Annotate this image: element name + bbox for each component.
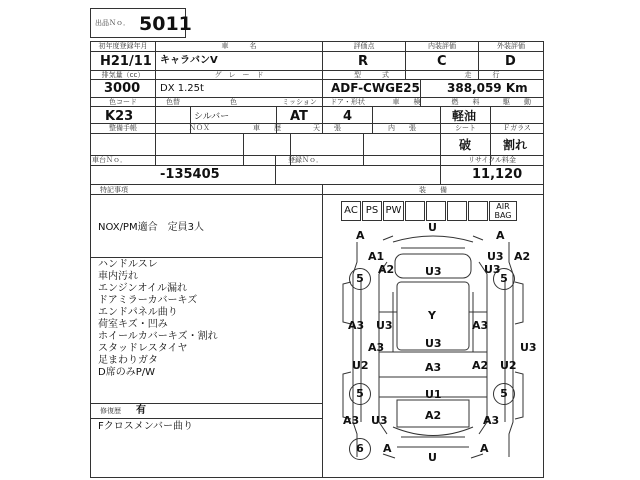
remark-item: 車内汚れ — [98, 271, 138, 282]
remark-item: D席のみP/W — [98, 367, 155, 378]
chassis-label: 車台Ｎｏ． — [92, 156, 127, 164]
equipment-label: 装 備 — [419, 186, 447, 194]
damage-mark: U3 — [425, 337, 442, 350]
damage-mark: A — [480, 442, 489, 455]
color-code-label: 色コード — [109, 98, 137, 106]
damage-mark: U3 — [520, 341, 537, 354]
grid-line — [155, 106, 156, 133]
damage-mark: A3 — [425, 361, 442, 374]
lining-label: 内 張 — [388, 124, 416, 132]
mileage-value: 388,059 Km — [447, 81, 528, 95]
exterior-label: 外装評価 — [497, 42, 525, 50]
damage-mark: A2 — [514, 250, 531, 263]
wheel-front-left: 5 — [349, 268, 371, 290]
chassis-value: -135405 — [160, 167, 220, 182]
name-label: 車 名 — [221, 42, 257, 50]
repair-note: Fクロスメンバー曲り — [98, 421, 194, 432]
wheel-rear-right: 5 — [493, 383, 515, 405]
cc-value: 3000 — [104, 81, 141, 96]
damage-mark: U3 — [487, 250, 504, 263]
damage-mark: U2 — [352, 359, 369, 372]
damage-mark: A1 — [368, 250, 385, 263]
grid-line — [363, 133, 364, 165]
damage-mark: A3 — [368, 341, 385, 354]
wheel-rear-left: 5 — [349, 383, 371, 405]
grid-line — [90, 51, 544, 52]
color-change-label: 色替 — [166, 98, 180, 106]
damage-mark: U3 — [484, 263, 501, 276]
remarks-label: 特記事項 — [100, 186, 128, 194]
color-label: 色 — [230, 98, 237, 106]
score-label: 評価点 — [353, 42, 375, 50]
damage-mark: U — [428, 451, 437, 464]
grid-line — [90, 403, 322, 404]
drive-label: 駆 動 — [503, 98, 531, 106]
recycle-value: 11,120 — [472, 167, 523, 182]
equipment-blank — [447, 201, 467, 221]
airbag-text-top: AIR — [496, 202, 510, 211]
grid-line — [90, 184, 544, 185]
color-code-value: K23 — [105, 109, 134, 124]
score-value: R — [358, 54, 369, 69]
mileage-label: 走 行 — [464, 71, 500, 79]
equipment-ac: AC — [341, 201, 361, 221]
equipment-blank — [426, 201, 446, 221]
grid-line — [90, 418, 322, 419]
damage-mark: U — [428, 221, 437, 234]
reg-label: 初年度登録年月 — [98, 42, 148, 50]
grid-line — [243, 133, 244, 165]
grid-line — [155, 133, 156, 165]
lot-number-box — [90, 8, 192, 38]
inspection-label: 車 検 — [392, 98, 421, 106]
equipment-pw: PW — [383, 201, 404, 221]
equipment-blank — [468, 201, 488, 221]
glass-value: 割れ — [503, 138, 528, 152]
reg-value: H21/11 — [100, 54, 152, 69]
remark-item: 荷室キズ・凹み — [98, 319, 168, 330]
seat-label: シート — [455, 124, 476, 132]
nox-label: ＮＯＸ — [189, 124, 210, 132]
grade-value: DX 1.25t — [160, 83, 204, 94]
spare-tire: 6 — [349, 438, 371, 460]
remark-item: ドアミラーカバーキズ — [98, 295, 198, 306]
remarks-list — [98, 259, 218, 379]
history-label: 車 歴 — [253, 124, 281, 132]
equipment-blank — [405, 201, 425, 221]
grid-line — [440, 155, 441, 184]
color-value: シルバー — [194, 112, 230, 122]
remarks-line1: NOX/PM適合 定員3人 — [98, 222, 204, 233]
grade-label: グ レ ー ド — [214, 71, 264, 79]
airbag-text-bottom: BAG — [494, 211, 512, 220]
remark-item: スタッドレスタイヤ — [98, 343, 188, 354]
mission-label: ミッション — [282, 98, 317, 106]
grid-line — [90, 133, 544, 134]
doors-value: 4 — [343, 109, 353, 124]
damage-mark: U3 — [376, 319, 393, 332]
grid-line — [490, 106, 491, 133]
cc-label: 排気量（cc） — [101, 71, 145, 79]
grid-line — [440, 106, 441, 133]
damage-mark: Y — [428, 309, 436, 322]
glass-label: Ｆガラス — [503, 124, 531, 132]
grid-line — [155, 41, 156, 79]
model-label: 型 式 — [354, 71, 389, 79]
lot-number: 5011 — [139, 13, 192, 35]
interior-value: C — [437, 54, 447, 69]
damage-mark: A2 — [472, 359, 489, 372]
recycle-label: リサイクル料金 — [467, 156, 517, 164]
regno-label: 登録Ｎｏ． — [288, 156, 323, 164]
doors-label: ドア・形状 — [330, 98, 365, 106]
damage-mark: A3 — [343, 414, 360, 427]
damage-mark: U3 — [425, 265, 442, 278]
lot-number-label: 出品Ｎｏ． — [95, 19, 130, 27]
damage-mark: A3 — [348, 319, 365, 332]
damage-mark: U2 — [500, 359, 517, 372]
damage-mark: A — [356, 229, 365, 242]
exterior-value: D — [505, 54, 516, 69]
wheel-front-right: 5 — [493, 268, 515, 290]
equipment-ps: PS — [362, 201, 382, 221]
model-value: ADF-CWGE25 — [331, 81, 420, 95]
damage-mark: A2 — [378, 263, 395, 276]
grid-line — [155, 79, 156, 106]
damage-mark: U3 — [371, 414, 388, 427]
sunroof-label: 天 張 — [313, 124, 341, 132]
damage-mark: A3 — [483, 414, 500, 427]
repair-label: 修復歴 — [100, 407, 121, 415]
mission-value: AT — [290, 109, 308, 124]
manual-label: 整備手帳 — [109, 124, 137, 132]
damage-mark: A2 — [425, 409, 442, 422]
grid-line — [275, 155, 276, 184]
damage-mark: U1 — [425, 388, 442, 401]
remark-item: 足まわりガタ — [98, 355, 158, 366]
name-value: キャラバンV — [160, 55, 218, 66]
fuel-label: 燃 料 — [451, 98, 480, 106]
remark-item: ハンドルスレ — [98, 259, 158, 270]
grid-line — [90, 165, 544, 166]
seat-value: 破 — [459, 138, 472, 152]
grid-line — [322, 41, 323, 106]
interior-label: 内装評価 — [428, 42, 456, 50]
damage-mark: A — [383, 442, 392, 455]
damage-mark: A — [496, 229, 505, 242]
remark-item: ホイールカバーキズ・割れ — [98, 331, 218, 342]
grid-line — [90, 257, 322, 258]
remark-item: エンジンオイル漏れ — [98, 283, 187, 294]
damage-mark: A3 — [472, 319, 489, 332]
repair-value: 有 — [136, 405, 146, 416]
fuel-value: 軽油 — [452, 109, 477, 123]
remark-item: エンドパネル曲り — [98, 307, 178, 318]
equipment-airbag — [489, 201, 517, 221]
